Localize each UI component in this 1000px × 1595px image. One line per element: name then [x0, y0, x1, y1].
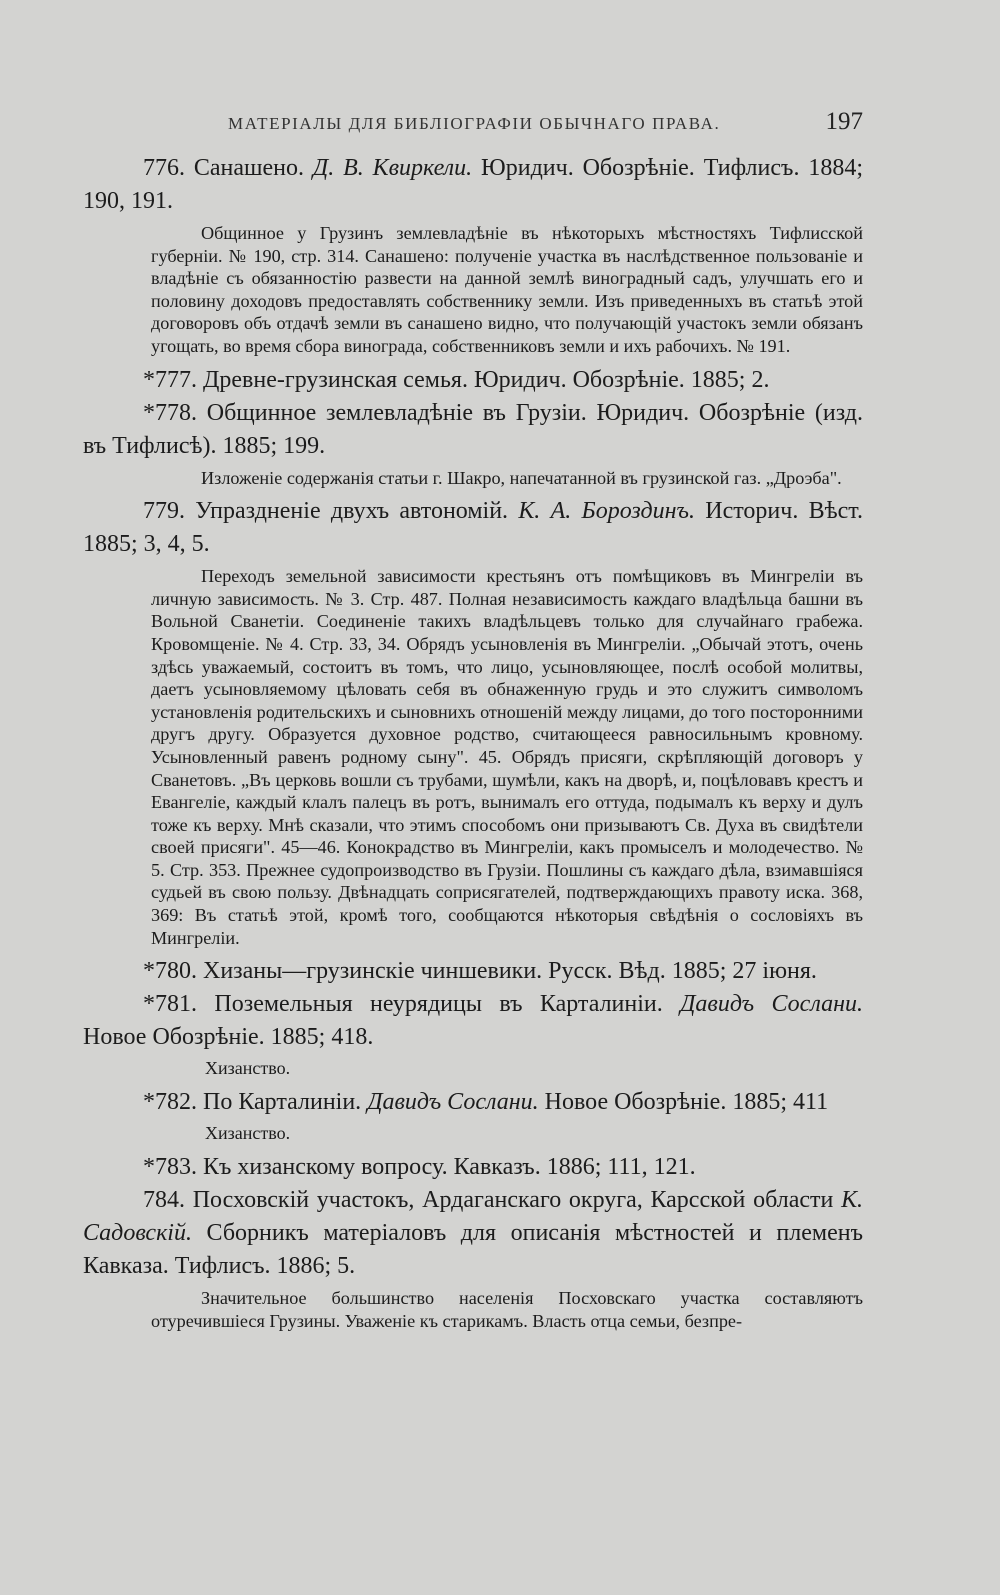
- entry-number: 776.: [143, 155, 185, 181]
- entry-text: Упраздненіе двухъ автономій.: [185, 498, 519, 525]
- entry-author: К. Садовскій.: [83, 1187, 863, 1247]
- entry-text: Новое Обозрѣніе. 1885; 418.: [83, 1024, 374, 1051]
- entry-text: Юридич. Обозрѣніе. Тифлисъ. 1884; 190, 191.: [83, 155, 863, 214]
- running-title: МАТЕРІАЛЫ ДЛЯ БИБЛІОГРАФІИ ОБЫЧНАГО ПРАВА.: [228, 114, 721, 133]
- entry-text: Историч. Вѣст. 1885; 3, 4, 5.: [83, 498, 863, 558]
- document-body: [83, 152, 863, 1338]
- entry-number: 784.: [143, 1187, 185, 1214]
- entry-text: Къ хизанскому вопросу. Кавказъ. 1886; 111, 121.: [197, 1154, 696, 1181]
- bibliography-entry: [83, 955, 863, 988]
- entry-text: Хизаны—грузинскіе чиншевики. Русск. Вѣд. 1885; 27 іюня.: [197, 958, 817, 985]
- entry-text: По Карталиніи.: [197, 1089, 368, 1116]
- bibliography-entry: [83, 1184, 863, 1283]
- bibliography-entry: [83, 397, 863, 463]
- bibliography-entry: [83, 364, 863, 397]
- entry-text: Посховскій участокъ, Ардаганскаго округа, Карсской области: [185, 1187, 842, 1214]
- entry-number: *778.: [143, 399, 197, 426]
- entry-annotation: Значительное большинство населенія Посховскаго участка составляютъ отуречившіеся Грузины. Уваженіе къ старикамъ. Власть отца семьи, безпре-: [151, 1288, 863, 1331]
- page-header: [83, 108, 863, 148]
- entry-number: 779.: [143, 498, 185, 525]
- entry-author: Давидъ Сослани.: [680, 991, 863, 1018]
- bibliography-entry: [83, 1086, 863, 1119]
- entry-annotation: Переходъ земельной зависимости крестьянъ отъ помѣщиковъ въ Мингреліи въ личную зависимость. № 3. Стр. 487. Полная независимость каждаго владѣльца башни въ Вольной Сванетіи. Соединеніе такихъ владѣльцевъ только для случайнаго грабежа. Кровомщеніе. № 4. Стр. 33, 34. Обрядъ усыновленія въ Мингреліи. „Обычай этотъ, очень здѣсь уважаемый, состоитъ въ томъ, что лицо, усыновляющее, послѣ особой молитвы, даетъ усыновляемому цѣловать себя въ обнаженную грудь и это служитъ символомъ установленія родительскихъ и сыновнихъ отношеній между лицами, до того посторонними другъ другу. Образуется духовное родство, считающееся равносильнымъ кровному. Усыновленный равенъ родному сыну". 45. Обрядъ присяги, скрѣпляющій договоръ у Сванетовъ. „Въ церковь вошли съ трубами, шумѣли, какъ на дворѣ, и, поцѣловавъ крестъ и Евангеліе, каждый клалъ палецъ въ ротъ, вынималъ его оттуда, подымалъ къ верху и дулъ тоже къ верху. Мнѣ сказали, что этимъ способомъ они призываютъ Св. Духа въ свидѣтели своей присяги". 45—46. Конокрадство въ Мингреліи, какъ промыселъ и молодечество. № 5. Стр. 353. Прежнее судопроизводство въ Грузіи. Пошлины съ каждаго дѣла, взимавшіяся судьей въ свою пользу. Двѣнадцать соприсягателей, подтверждающихъ правоту иска. 368, 369: Въ статьѣ этой, кромѣ того, сообщаются нѣкоторыя свѣдѣнія о сословіяхъ въ Мингреліи.: [151, 566, 863, 948]
- entry-text: Санашено.: [185, 155, 313, 181]
- entry-text: Древне-грузинская семья. Юридич. Обозрѣніе. 1885; 2.: [197, 366, 770, 393]
- entry-number: *781.: [143, 991, 197, 1018]
- entry-text: Сборникъ матеріаловъ для описанія мѣстностей и племенъ Кавказа. Тифлисъ. 1886; 5.: [83, 1220, 863, 1280]
- entry-number: *783.: [143, 1154, 197, 1181]
- entry-text: Поземельныя неурядицы въ Карталиніи.: [197, 991, 681, 1018]
- entry-annotation: Изложеніе содержанія статьи г. Шакро, напечатанной въ грузинской газ. „Дроэба".: [201, 467, 842, 488]
- bibliography-entry: [83, 152, 863, 218]
- entry-number: *782.: [143, 1089, 197, 1116]
- entry-number: *777.: [143, 366, 197, 393]
- bibliography-entry: [83, 988, 863, 1054]
- bibliography-entry: [83, 1151, 863, 1184]
- entry-author: Д. В. Квиркели.: [312, 155, 473, 181]
- entry-annotation: Общинное у Грузинъ землевладѣніе въ нѣкоторыхъ мѣстностяхъ Тифлисской губерніи. № 190, стр. 314. Санашено: полученіе участка въ наслѣдственное пользованіе и владѣніе съ обязанностію развести на данной землѣ виноградный садъ, улучшать его и половину доходовъ предоставлять собственнику земли. Изъ приведенныхъ въ статьѣ этой договоровъ объ отдачѣ земли въ санашено видно, что получающій участокъ земли обязанъ угощать, во время сбора винограда, собственниковъ земли и ихъ рабочихъ. № 191.: [151, 223, 863, 356]
- entry-number: *780.: [143, 958, 197, 985]
- entry-text: Новое Обозрѣніе. 1885; 411: [538, 1089, 829, 1116]
- entry-annotation: Хизанство.: [205, 1058, 291, 1079]
- bibliography-entry: [83, 495, 863, 561]
- entry-author: Давидъ Сослани.: [367, 1089, 539, 1116]
- entry-annotation: Хизанство.: [205, 1123, 291, 1144]
- entry-text: Общинное землевладѣніе въ Грузіи. Юридич. Обозрѣніе (изд. въ Тифлисѣ). 1885; 199.: [83, 399, 863, 459]
- entry-author: К. А. Бороздинъ.: [518, 498, 695, 525]
- page-number: 197: [825, 108, 863, 135]
